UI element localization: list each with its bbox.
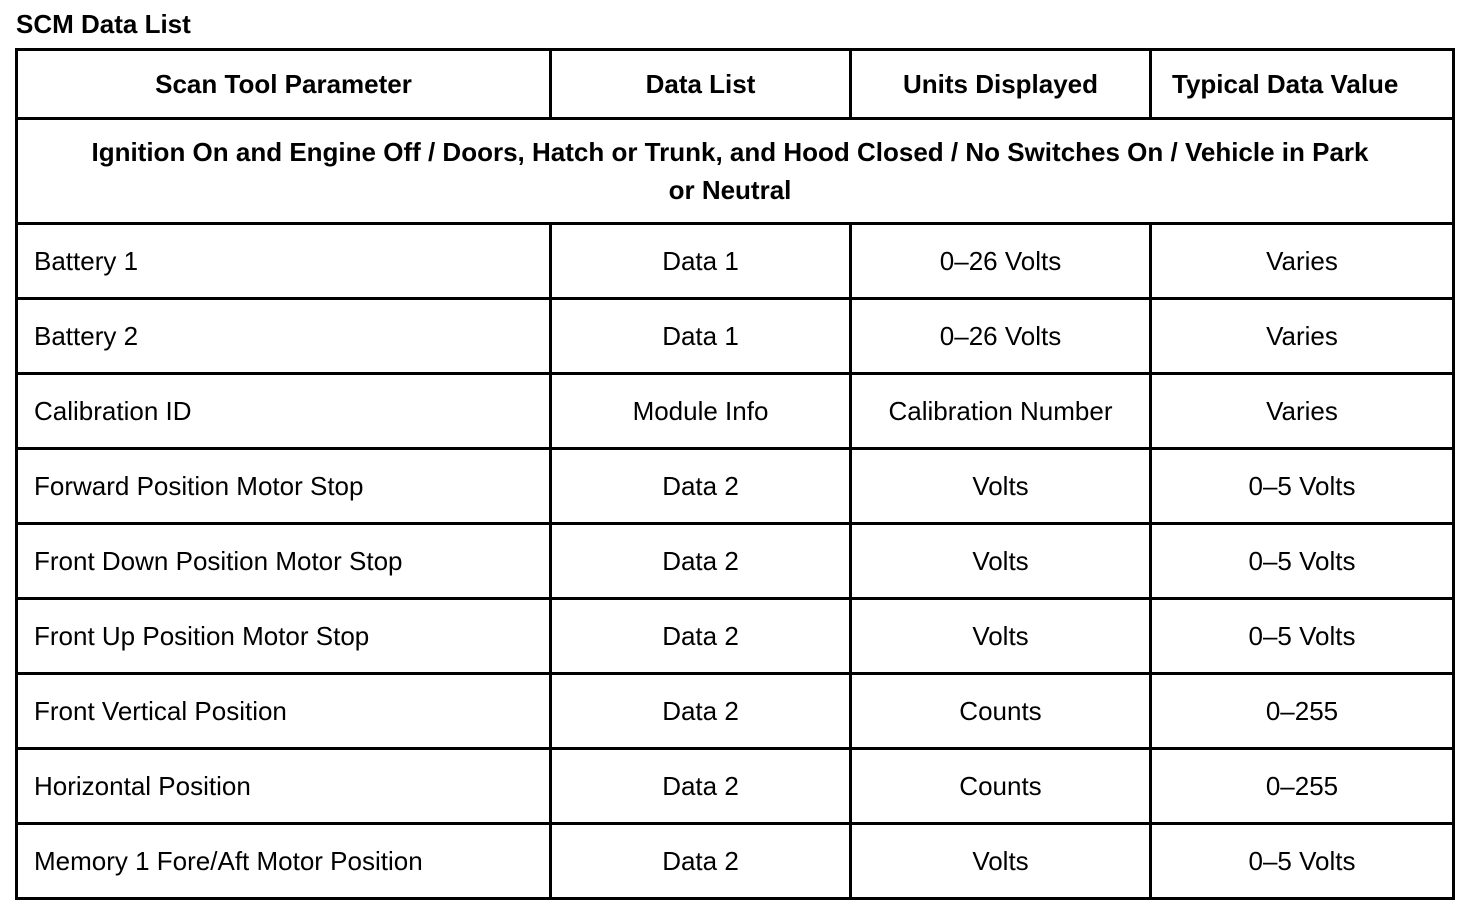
cell-typical-value: Varies: [1151, 299, 1454, 374]
cell-units: Volts: [851, 524, 1151, 599]
cell-data-list: Data 2: [551, 674, 851, 749]
table-row: [17, 749, 1454, 824]
cell-parameter: Calibration ID: [17, 374, 551, 449]
cell-data-list: Data 2: [551, 524, 851, 599]
cell-parameter: Horizontal Position: [17, 749, 551, 824]
cell-parameter: Battery 2: [17, 299, 551, 374]
cell-typical-value: 0–255: [1151, 749, 1454, 824]
column-header-units-displayed: Units Displayed: [851, 50, 1151, 119]
table-row: [17, 299, 1454, 374]
cell-units: 0–26 Volts: [851, 299, 1151, 374]
cell-units: Volts: [851, 599, 1151, 674]
table-row: [17, 824, 1454, 899]
cell-typical-value: 0–5 Volts: [1151, 824, 1454, 899]
cell-typical-value: 0–255: [1151, 674, 1454, 749]
cell-data-list: Data 1: [551, 224, 851, 299]
cell-typical-value: 0–5 Volts: [1151, 599, 1454, 674]
scm-data-table: [15, 48, 1455, 900]
cell-units: Calibration Number: [851, 374, 1151, 449]
column-header-scan-tool-parameter: Scan Tool Parameter: [17, 50, 551, 119]
cell-parameter: Front Vertical Position: [17, 674, 551, 749]
cell-data-list: Data 2: [551, 749, 851, 824]
cell-units: 0–26 Volts: [851, 224, 1151, 299]
cell-units: Counts: [851, 749, 1151, 824]
table-row: [17, 524, 1454, 599]
table-row: [17, 374, 1454, 449]
cell-typical-value: Varies: [1151, 374, 1454, 449]
table-row: [17, 599, 1454, 674]
section-heading: Ignition On and Engine Off / Doors, Hatch or Trunk, and Hood Closed / No Switches On / Vehicle in Park or Neutral: [17, 119, 1454, 224]
column-header-typical-data-value: Typical Data Value: [1151, 50, 1454, 119]
cell-data-list: Data 2: [551, 824, 851, 899]
cell-parameter: Front Up Position Motor Stop: [17, 599, 551, 674]
header-row: [17, 50, 1454, 119]
section-row: [17, 119, 1454, 224]
page-title: SCM Data List: [16, 9, 191, 39]
cell-data-list: Module Info: [551, 374, 851, 449]
cell-typical-value: 0–5 Volts: [1151, 524, 1454, 599]
cell-units: Counts: [851, 674, 1151, 749]
table-row: [17, 674, 1454, 749]
cell-units: Volts: [851, 449, 1151, 524]
cell-parameter: Memory 1 Fore/Aft Motor Position: [17, 824, 551, 899]
table-row: [17, 449, 1454, 524]
table-row: [17, 224, 1454, 299]
cell-parameter: Forward Position Motor Stop: [17, 449, 551, 524]
cell-parameter: Front Down Position Motor Stop: [17, 524, 551, 599]
cell-units: Volts: [851, 824, 1151, 899]
cell-typical-value: Varies: [1151, 224, 1454, 299]
column-header-data-list: Data List: [551, 50, 851, 119]
cell-data-list: Data 2: [551, 449, 851, 524]
cell-typical-value: 0–5 Volts: [1151, 449, 1454, 524]
cell-parameter: Battery 1: [17, 224, 551, 299]
cell-data-list: Data 1: [551, 299, 851, 374]
cell-data-list: Data 2: [551, 599, 851, 674]
